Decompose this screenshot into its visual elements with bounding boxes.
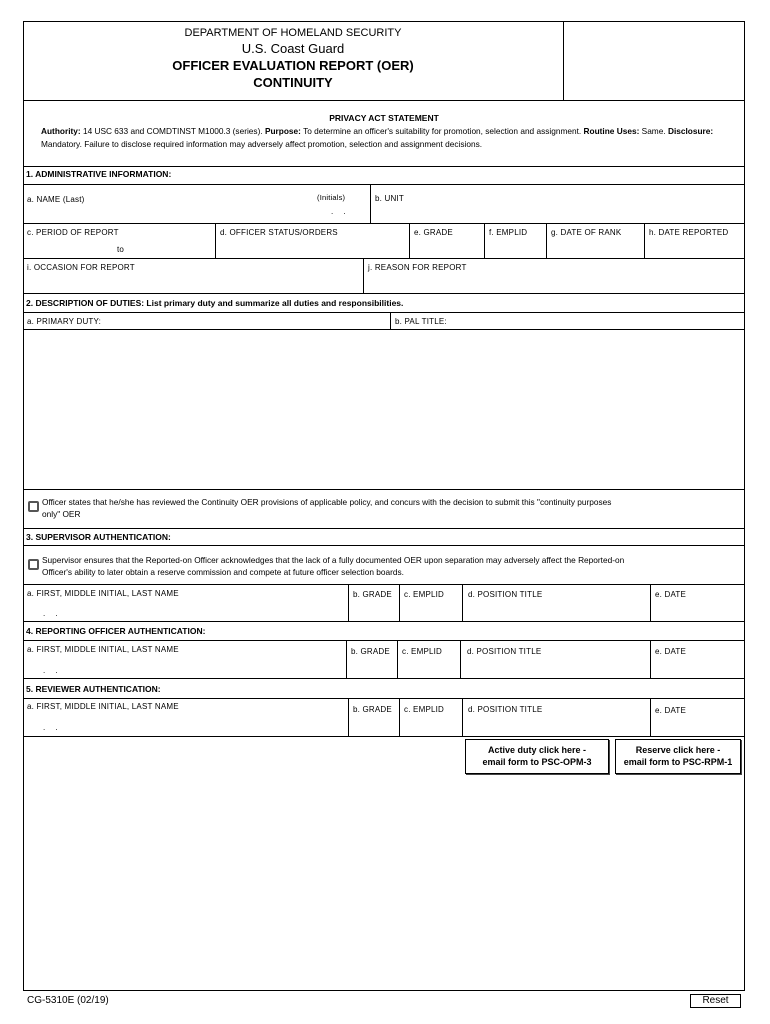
concur-text [42,496,742,520]
supervisor-ack-checkbox[interactable] [28,559,39,570]
purpose-label: Purpose: [264,126,301,136]
grade-field[interactable] [409,224,484,258]
privacy-heading: PRIVACY ACT STATEMENT [329,113,439,123]
row-rule [23,545,745,546]
row-rule [23,293,745,294]
reason-label: j. REASON FOR REPORT [368,263,467,272]
reviewer-date-label: e. DATE [655,706,687,715]
supervisor-date-label: e. DATE [655,590,687,599]
uses-text: Same. [641,126,666,136]
authority-label: Authority: [41,126,81,136]
emplid-field[interactable] [484,224,546,258]
initials-label: (Initials) [317,193,346,202]
privacy-text [41,125,741,150]
reviewer-position-label: d. POSITION TITLE [468,705,543,714]
supervisor-ack-line-2: Officer's ability to later obtain a reserve commission and compete at future officer selection boards. [42,567,404,577]
admin-heading: 1. ADMINISTRATIVE INFORMATION: [26,169,172,179]
supervisor-position-field[interactable] [462,585,650,621]
name-field[interactable] [23,185,370,223]
supervisor-grade-field[interactable] [348,585,399,621]
status-field[interactable] [215,224,409,258]
reporting-position-field[interactable] [460,641,650,678]
disclosure-text: Mandatory. Failure to disclose required information may adversely affect promotion, selection and assignment decisions. [41,138,483,149]
date-rank-field[interactable] [546,224,644,258]
concur-line-2: only" OER [42,509,81,519]
form-title: OFFICER EVALUATION REPORT (OER) [172,58,414,73]
reporting-position-label: d. POSITION TITLE [467,647,542,656]
header-title-block [23,21,563,100]
duties-text-area[interactable] [23,330,745,490]
supervisor-emplid-label: c. EMPLID [404,590,445,599]
reporting-date-label: e. DATE [655,647,687,656]
reserve-line-1: Reserve click here - [635,745,721,755]
header-right-box [563,21,745,100]
primary-duty-label: a. PRIMARY DUTY: [27,317,102,326]
reporting-grade-field[interactable] [346,641,397,678]
unit-field[interactable] [370,185,745,223]
date-rank-label: g. DATE OF RANK [551,228,622,237]
reserve-email-button[interactable] [615,739,741,774]
active-duty-line-1: Active duty click here - [487,745,587,755]
occasion-label: i. OCCASION FOR REPORT [27,263,135,272]
row-rule [23,621,745,622]
disclosure-label: Disclosure: [667,126,714,136]
reporting-name-field[interactable] [23,641,346,678]
unit-label: b. UNIT [375,194,404,203]
reporting-emplid-field[interactable] [397,641,460,678]
reserve-line-2: email form to PSC-RPM-1 [623,757,733,767]
status-label: d. OFFICER STATUS/ORDERS [220,228,338,237]
privacy-act-statement [23,101,745,167]
reporting-grade-label: b. GRADE [351,647,390,656]
supervisor-grade-label: b. GRADE [353,590,392,599]
supervisor-date-field[interactable] [650,585,745,621]
form-subtitle: CONTINUITY [253,75,333,90]
date-reported-field[interactable] [644,224,745,258]
emplid-label: f. EMPLID [489,228,528,237]
routine-label: Routine [583,126,615,136]
header-block [23,21,745,101]
supervisor-ack-text [42,554,742,578]
active-duty-line-2: email form to PSC-OPM-3 [482,757,592,767]
form-id: CG-5310E (02/19) [27,995,109,1006]
duties-heading: 2. DESCRIPTION OF DUTIES: List primary duty and summarize all duties and responsibilities. [26,298,404,308]
reviewer-heading: 5. REVIEWER AUTHENTICATION: [26,684,161,694]
reviewer-grade-field[interactable] [348,699,399,736]
primary-duty-field[interactable] [23,313,390,329]
reviewer-position-field[interactable] [462,699,650,736]
reviewer-emplid-field[interactable] [399,699,462,736]
reason-field[interactable] [363,259,745,293]
period-field[interactable] [23,224,215,258]
purpose-text: To determine an officer's suitability for promotion, selection and assignment. [303,126,582,136]
reviewer-date-field[interactable] [650,699,745,736]
reviewer-name-field[interactable] [23,699,348,736]
supervisor-position-label: d. POSITION TITLE [468,590,543,599]
reporting-date-field[interactable] [650,641,745,678]
authority-text: 14 USC 633 and COMDTINST M1000.3 (series). [82,126,263,136]
concur-checkbox[interactable] [28,501,39,512]
supervisor-emplid-field[interactable] [399,585,462,621]
active-duty-email-button[interactable] [465,739,609,774]
supervisor-name-field[interactable] [23,585,348,621]
reset-button[interactable]: Reset [690,994,741,1008]
occasion-field[interactable] [23,259,363,293]
reviewer-name-label: a. FIRST, MIDDLE INITIAL, LAST NAME [27,702,179,711]
concur-line-1: Officer states that he/she has reviewed the Continuity OER provisions of applicable policy, and concurs with the decision to submit this "continuity purposes [42,497,612,507]
name-label: a. NAME (Last) [27,195,85,204]
pal-title-field[interactable] [390,313,745,329]
initials-separator: .. [331,207,356,216]
supervisor-heading: 3. SUPERVISOR AUTHENTICATION: [26,532,171,542]
agency-name: U.S. Coast Guard [241,41,345,56]
uses-label: Uses: [616,126,640,136]
reporting-heading: 4. REPORTING OFFICER AUTHENTICATION: [26,626,206,636]
reporting-name-separator: .. [43,666,68,675]
row-rule [23,528,745,529]
supervisor-name-separator: .. [43,609,68,618]
department-name: DEPARTMENT OF HOMELAND SECURITY [184,27,402,39]
reporting-name-label: a. FIRST, MIDDLE INITIAL, LAST NAME [27,645,179,654]
row-rule [23,678,745,679]
supervisor-name-label: a. FIRST, MIDDLE INITIAL, LAST NAME [27,589,179,598]
supervisor-ack-line-1: Supervisor ensures that the Reported-on Officer acknowledges that the lack of a fully documented OER upon separation may adversely affect the Reported-on [42,555,625,565]
date-reported-label: h. DATE REPORTED [649,228,729,237]
period-to-label: to [117,245,125,254]
period-label: c. PERIOD OF REPORT [27,228,119,237]
reviewer-emplid-label: c. EMPLID [404,705,445,714]
pal-title-label: b. PAL TITLE: [395,317,447,326]
reviewer-name-separator: .. [43,723,68,732]
row-rule [23,736,745,737]
reviewer-grade-label: b. GRADE [353,705,392,714]
reporting-emplid-label: c. EMPLID [402,647,443,656]
grade-label: e. GRADE [414,228,453,237]
